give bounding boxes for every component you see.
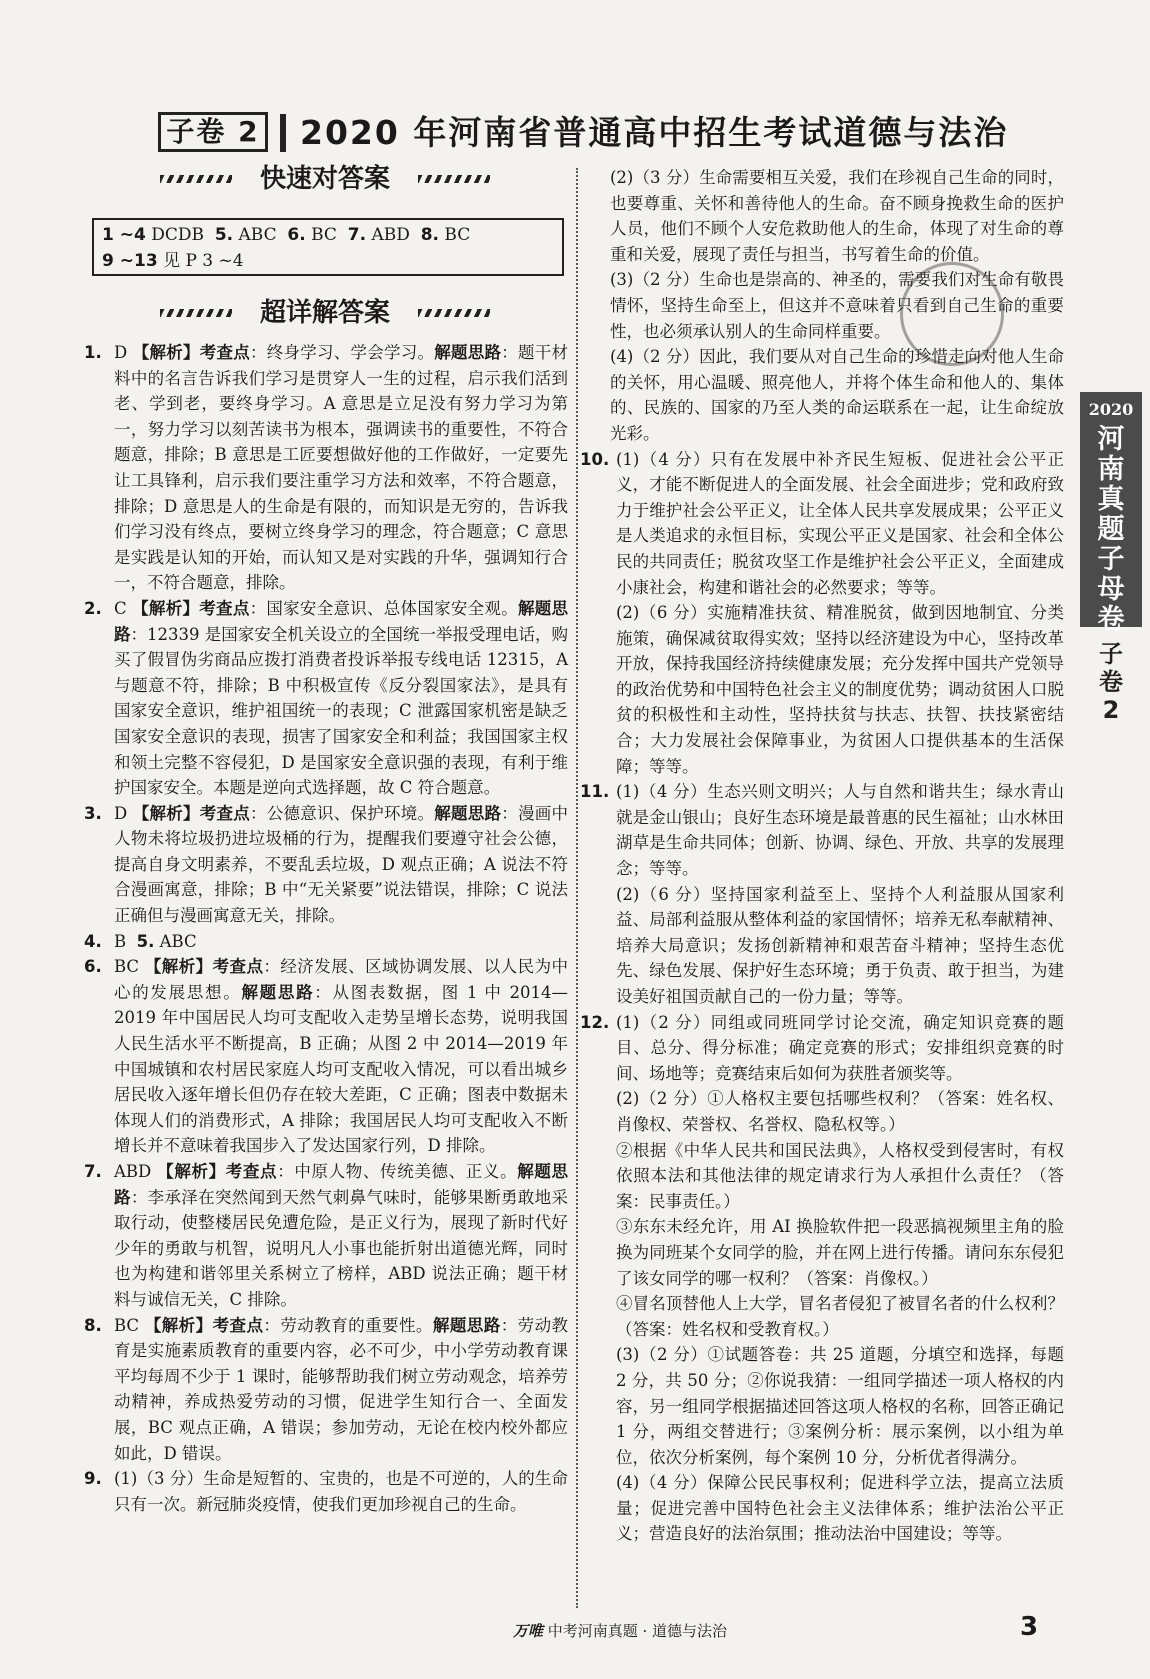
right-column <box>580 165 1064 1547</box>
answer-choice: ABD <box>114 1162 152 1181</box>
footer-text: 中考河南真题 · 道德与法治 <box>547 1622 728 1640</box>
answer-choice: D <box>114 343 128 362</box>
quick-answer-box <box>92 218 564 276</box>
volume-label: 子卷 2 <box>158 112 268 152</box>
answer-choice: BC <box>114 1315 140 1335</box>
page-title: 2020 年河南省普通高中招生考试道德与法治 <box>300 113 1009 152</box>
analysis-tag: 【解析】 <box>132 343 200 362</box>
solution-text: ：12339 是国家安全机关设立的全国统一举报受理电话，购买了假冒伪劣商品应拨打消费者投诉举报专线电话 12315，A 与题意不符，排除；B 中积极宣传《反分裂国家法》，是具有国家安全意识，维护祖国统一的表现；C 泄露国家机密是缺乏国家安全意识的表现，损害了国家安全和利益；我国国家主权和领土完整不容侵犯，D 是国家安全意识强的表现，有利于维护国家安全。本题是逆向式选择题，故 C 符合题意。 <box>114 624 569 798</box>
answer-item <box>580 779 1064 881</box>
answer-choice: D <box>114 803 128 823</box>
answer-range: 5. <box>214 225 234 245</box>
answer-value: 见 P 3 ~4 <box>163 251 244 271</box>
question-number: 1. <box>84 343 102 362</box>
sub-answer: (1)（4 分）只有在发展中补齐民生短板、促进社会公平正义，才能不断促进人的全面发展、社会全面进步；党和政府致力于维护社会公平正义，让全体人民共享发展成果；公平正义是人类追求的永恒目标，实现公平正义是国家、社会和全体公民的共同责任；脱贫攻坚工作是维护社会公平正义，全面建成小康社会，构建和谐社会的必然要求；等等。 <box>616 449 1064 597</box>
solution-label: 解题思路 <box>114 1162 569 1207</box>
answer-choice: B <box>114 931 127 951</box>
key-point-label: 考查点 <box>199 598 250 618</box>
solution-label: 解题思路 <box>434 803 502 823</box>
analysis-tag: 【解析】 <box>144 1315 213 1335</box>
solution-text: ：题干材料中的名言告诉我们学习是贯穿人一生的过程，启示我们活到老、学到老，要终身学习。A 意思是立足没有努力学习为第一，努力学习以刻苦读书为根本，强调读书的重要性，不符合题意，排除；B 意思是工匠要想做好他的工作做好，一定要先让工具锋利，启示我们要注重学习方法和效率，不符合题意，排除；D 意思是人的生命是有限的，而知识是无穷的，告诉我们学习没有终点，要树立终身学习的理念，符合题意；C 意思是实践是认知的开始，而认知又是对实践的升华，强调知行合一，不符合题意，排除。 <box>114 343 569 593</box>
answer-value: BC <box>311 225 337 245</box>
question-number: 4. <box>84 931 102 951</box>
question-number: 6. <box>84 957 102 977</box>
side-volume-label <box>1080 640 1142 724</box>
sub-answer: (1)（2 分）同组或同班同学讨论交流，确定知识竞赛的题目、总分、得分标准；确定竞赛的形式；安排组织竞赛的时间、场地等；竞赛结束后如何为获胜者颁奖等。 <box>616 1012 1064 1083</box>
answer-item <box>84 340 568 596</box>
quick-answer-line-2 <box>102 248 554 274</box>
header-divider <box>280 114 286 152</box>
question-number: 7. <box>84 1162 102 1181</box>
answer-item <box>84 801 568 929</box>
answer-item <box>580 1010 1064 1087</box>
sub-answer: (3)（2 分）①试题答卷：共 25 道题，分填空和选择，每题 2 分，共 50 分；②你说我猜：一组同学描述一项人格权的内容，另一组同学根据描述回答这项人格权的名称，回答正确记 1 分，两组交替进行；③案例分析：展示案例，以小组为单位，依次分析案例，每个案例 10 分，分析优者得满分。 <box>616 1345 1064 1467</box>
answer-value: ABD <box>371 225 410 245</box>
answer-item <box>84 929 568 955</box>
page-footer <box>470 1620 770 1642</box>
analysis-tag: 【解析】 <box>132 803 200 823</box>
solution-label: 解题思路 <box>114 598 569 644</box>
side-tab <box>1080 392 1142 635</box>
sub-answer: (2)（6 分）实施精准扶贫、精准脱贫，做到因地制宜、分类施策，确保减贫取得实效；坚持以经济建设为中心，坚持改革开放，保持我国经济持续健康发展；充分发挥中国共产党领导的政治优势和中国特色社会主义的制度优势；调动贫困人口脱贫的积极性和主动性，坚持扶贫与扶志、扶智、扶技紧密结合；大力发展社会保障事业，为贫困人口提供基本的生活保障；等等。 <box>616 603 1064 776</box>
analysis-tag: 【解析】 <box>144 957 213 977</box>
quick-answer-heading-text: 快速对答案 <box>259 164 390 194</box>
answer-item <box>580 447 1064 601</box>
answer-value: ABC <box>238 225 277 245</box>
column-divider <box>576 168 578 1608</box>
sub-answer: (2)（3 分）生命需要相互关爱，我们在珍视自己生命的同时，也要尊重、关怀和善待他人的生命。奋不顾身挽救生命的医护人员，他们不顾个人安危救助他人的生命，体现了对生命的尊重和关爱，展现了责任与担当，书写着生命的价值。 <box>610 168 1064 264</box>
answer-range: 7. <box>347 225 367 245</box>
key-point: ：劳动教育的重要性。 <box>263 1315 433 1335</box>
question-number: 12. <box>580 1012 610 1032</box>
question-number: 3. <box>84 803 102 823</box>
sub-answer: (1)（4 分）生态兴则文明兴；人与自然和谐共生；绿水青山就是金山银山；良好生态环境是最普惠的民生福祉；山水林田湖草是生命共同体；创新、协调、绿色、开放、共享的发展理念；等等。 <box>616 782 1064 879</box>
quick-answer-line-1 <box>102 222 554 248</box>
page-header <box>158 108 1009 158</box>
answer-item <box>84 596 568 801</box>
key-point-label: 考查点 <box>199 803 251 823</box>
analysis-tag: 【解析】 <box>132 598 200 618</box>
question-number: 5. <box>136 931 155 951</box>
answer-range: 8. <box>420 225 439 245</box>
answer-range: 1 ~4 <box>102 225 146 245</box>
answer-item <box>84 1159 568 1313</box>
question-number: 10. <box>580 449 610 469</box>
key-point: ：中原人物、传统美德、正义。 <box>277 1162 518 1181</box>
solution-text: ：漫画中人物未将垃圾扔进垃圾桶的行为，提醒我们要遵守社会公德，提高自身文明素养，不要乱丢垃圾，D 观点正确；A 说法不符合漫画寓意，排除；B 中“无关紧要”说法错误，排除；C 说法正确但与漫画寓意无关，排除。 <box>114 803 569 926</box>
answer-choice: BC <box>114 957 140 977</box>
brand-logo: 万唯 <box>512 1622 543 1640</box>
question-number: 2. <box>84 598 102 618</box>
answer-range: 6. <box>287 225 306 245</box>
solution-label: 解题思路 <box>241 982 315 1002</box>
side-tab-title: 河南真题子母卷 <box>1097 424 1125 635</box>
answer-value: DCDB <box>151 225 204 245</box>
heading-decoration <box>418 175 490 183</box>
question-number: 11. <box>580 782 610 802</box>
answer-choice: ABC <box>159 931 197 951</box>
question-number: 9. <box>84 1469 102 1489</box>
page-number: 3 <box>1020 1612 1039 1642</box>
answer-item <box>84 1466 568 1517</box>
solution-text: (1)（3 分）生命是短暂的、宝贵的，也是不可逆的，人的生命只有一次。新冠肺炎疫情，使我们更加珍视自己的生命。 <box>114 1469 568 1514</box>
quick-answer-heading <box>160 162 490 196</box>
solution-text: ：李承泽在突然闻到天然气刺鼻气味时，能够果断勇敢地采取行动，使整楼居民免遭危险，是正义行为，展现了新时代好少年的勇敢与机智，说明凡人小事也能折射出道德光辉，同时也为构建和谐邻里关系树立了榜样，ABD 说法正确；题干材料与诚信无关，C 排除。 <box>114 1187 569 1309</box>
side-volume-text: 子卷 <box>1099 640 1123 696</box>
key-point: ：国家安全意识、总体国家安全观。 <box>249 598 518 618</box>
solution-text: ：从图表数据，图 1 中 2014—2019 年中国居民人均可支配收入走势呈增长态势，说明我国人民生活水平不断提高，B 正确；从图 2 中 2014—2019 年中国城镇和农村居民家庭人均可支配收入情况，可以看出城乡居民收入逐年增长但仍存在较大差距，C 正确；图表中数据未体现人们的消费形式，A 排除；我国居民人均可支配收入不断增长并不意味着我国步入了发达国家行列，D 排除。 <box>114 982 569 1156</box>
sub-answer: (4)（2 分）因此，我们要从对自己生命的珍惜走向对他人生命的关怀，用心温暖、照亮他人，并将个体生命和他人的、集体的、民族的、国家的乃至人类的命运联系在一起，让生命绽放光彩。 <box>610 347 1064 443</box>
detail-answer-heading <box>160 296 490 330</box>
key-point-label: 考查点 <box>225 1162 278 1181</box>
detail-answer-heading-text: 超详解答案 <box>259 298 390 328</box>
key-point: ：公德意识、保护环境。 <box>250 803 435 823</box>
sub-answer: (2)（2 分）①人格权主要包括哪些权利？（答案：姓名权、肖像权、荣誉权、名誉权、隐私权等。） <box>616 1089 1064 1134</box>
heading-decoration <box>418 309 490 317</box>
sub-answer: (4)（4 分）保障公民民事权利；促进科学立法，提高立法质量；促进完善中国特色社会主义法律体系；维护法治公平正义；营造良好的法治氛围；推动法治中国建设；等等。 <box>616 1473 1064 1544</box>
solution-label: 解题思路 <box>432 1315 501 1335</box>
sub-answer: ④冒名顶替他人上大学，冒名者侵犯了被冒名者的什么权利？（答案：姓名权和受教育权。） <box>616 1294 1064 1339</box>
key-point-label: 考查点 <box>212 957 264 977</box>
answer-value: BC <box>444 225 471 245</box>
analysis-tag: 【解析】 <box>157 1162 226 1181</box>
question-number: 8. <box>84 1315 102 1335</box>
key-point-label: 考查点 <box>212 1315 264 1335</box>
answer-choice: C <box>114 598 127 618</box>
sub-answer: ②根据《中华人民共和国民法典》，人格权受到侵害时，有权依照本法和其他法律的规定请求行为人承担什么责任？（答案：民事责任。） <box>616 1140 1064 1211</box>
sub-answer: ③东东未经允许，用 AI 换脸软件把一段恶搞视频里主角的脸换为同班某个女同学的脸，并在网上进行传播。请问东东侵犯了该女同学的哪一权利？（答案：肖像权。） <box>616 1217 1064 1288</box>
key-point: ：经济发展、区域协调发展、以人民为中心的发展思想。 <box>114 957 569 1002</box>
solution-label: 解题思路 <box>434 343 502 362</box>
answer-item <box>84 954 568 1159</box>
left-column <box>84 340 568 1517</box>
answer-item <box>84 1313 568 1467</box>
sub-answer: (2)（6 分）坚持国家利益至上、坚持个人利益服从国家利益、局部利益服从整体利益的家国情怀；培养无私奉献精神、培养大局意识；发扬创新精神和艰苦奋斗精神；坚持生态优先、绿色发展、保护好生态环境；勇于负责、敢于担当，为建设美好祖国贡献自己的一份力量；等等。 <box>616 884 1064 1006</box>
side-volume-number: 2 <box>1102 696 1120 724</box>
solution-text: ：劳动教育是实施素质教育的重要内容，必不可少，中小学劳动教育课平均每周不少于 1 课时，能够帮助我们树立劳动观念，培养劳动精神，养成热爱劳动的习惯，促进学生知行合一、全面发展，BC 观点正确，A 错误；参加劳动，无论在校内校外都应如此，D 错误。 <box>114 1315 569 1463</box>
sub-answer: (3)（2 分）生命也是崇高的、神圣的，需要我们对生命有敬畏情怀，坚持生命至上，但这并不意味着只看到自己生命的重要性，也必须承认别人的生命同样重要。 <box>610 270 1064 341</box>
side-tab-year: 2020 <box>1088 400 1134 419</box>
key-point-label: 考查点 <box>199 343 251 362</box>
answer-range: 9 ~13 <box>102 251 158 271</box>
key-point: ：终身学习、学会学习。 <box>250 343 435 362</box>
